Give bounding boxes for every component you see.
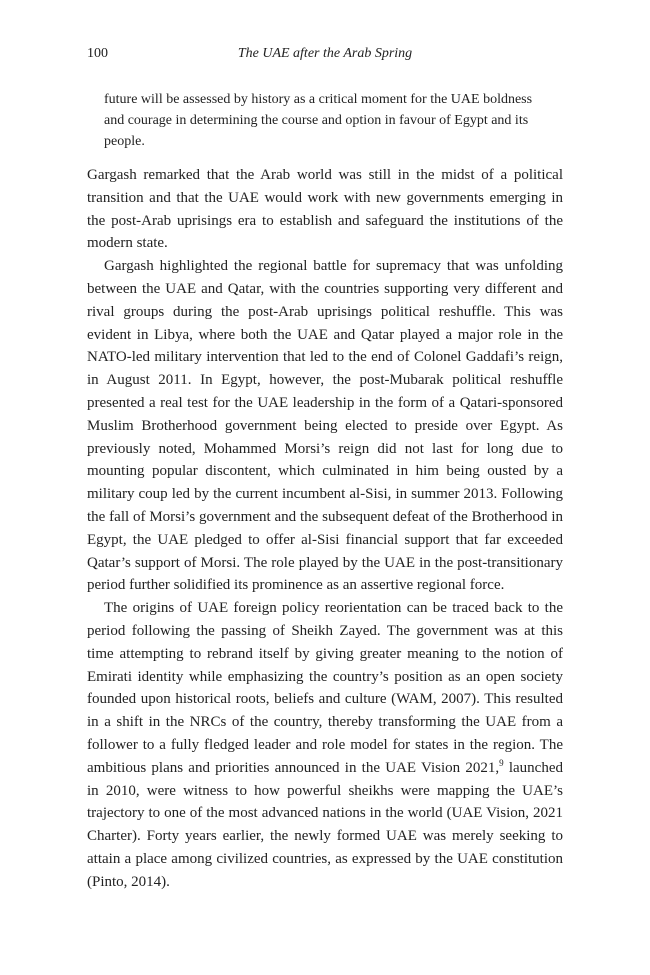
paragraph-1: Gargash remarked that the Arab world was still in the midst of a political transition and that the UAE would work with new governments emerging in the post-Arab uprisings era to establish and safeguard the institutions of the modern state. xyxy=(87,167,563,252)
paragraph-3 xyxy=(87,597,563,893)
paragraph-3-text-b: launched in 2010, were witness to how powerful sheikhs were mapping the UAE’s trajectory to one of the most advanced nations in the world (UAE Vision, 2021 Charter). Forty years earlier, the newly formed UAE was merely seeking to attain a place among civilized countries, as expressed by the UAE constitution (Pinto, 2014). xyxy=(87,759,563,890)
paragraph-3-text-a: The origins of UAE foreign policy reorientation can be traced back to the period following the passing of Sheikh Zayed. The government was at this time attempting to rebrand itself by giving greater meaning to the notion of Emirati identity while emphasizing the country’s position as an open society founded upon historical roots, beliefs and culture (WAM, 2007). This resulted in a shift in the NRCs of the country, thereby transforming the UAE from a follower to a fully fledged leader and role model for states in the region. The ambitious plans and priorities announced in the UAE Vision 2021, xyxy=(87,600,563,776)
block-quote: future will be assessed by history as a critical moment for the UAE boldness and courage in determining the course and option in favour of Egypt and its people. xyxy=(104,92,533,149)
body-text xyxy=(87,164,563,894)
running-head xyxy=(87,46,563,66)
paragraph-2: Gargash highlighted the regional battle for supremacy that was unfolding between the UAE and Qatar, with the countries supporting very different and rival groups during the post-Arab uprisings political reshuffle. This was evident in Libya, where both the UAE and Qatar played a major role in the NATO-led military intervention that led to the end of Colonel Gaddafi’s reign, in August 2011. In Egypt, however, the post-Mubarak political reshuffle presented a real test for the UAE leadership in the form of a Qatari-sponsored Muslim Brotherhood government being elected to preside over Egypt. As previously noted, Mohammed Morsi’s reign did not last for long due to mounting popular discontent, which culminated in him being ousted by a military coup led by the current incumbent al-Sisi, in summer 2013. Following the fall of Morsi’s government and the subsequent defeat of the Brotherhood in Egypt, the UAE pledged to offer al-Sisi financial support that far exceeded Qatar’s support of Morsi. The role played by the UAE in the post-transitionary period further solidified its prominence as an assertive regional force. xyxy=(87,258,563,594)
footnote-marker: 9 xyxy=(499,757,504,768)
running-title: The UAE after the Arab Spring xyxy=(237,46,413,61)
page-number: 100 xyxy=(87,46,108,61)
